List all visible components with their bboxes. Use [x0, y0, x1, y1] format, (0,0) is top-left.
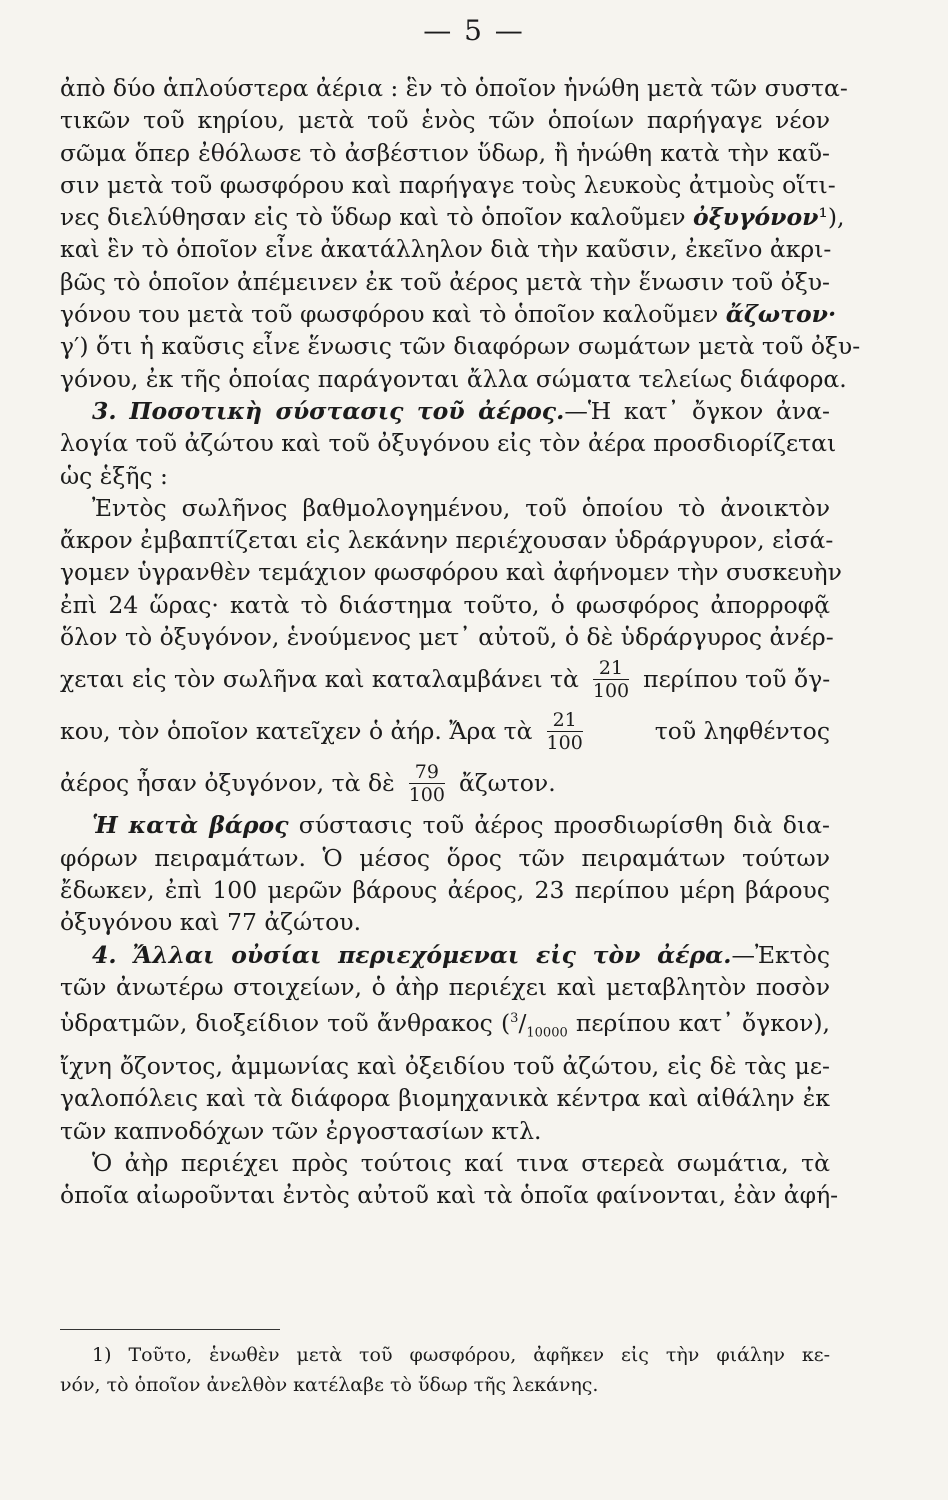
text-segment: ὑδρατμῶν, διοξείδιον τοῦ ἄνθρακος (: [60, 1008, 511, 1037]
text-line: σιν μετὰ τοῦ φωσφόρου καὶ παρήγαγε τοὺς λευκοὺς ἀτμοὺς οἵτι-: [60, 170, 836, 199]
text-line: γαλοπόλεις καὶ τὰ διάφορα βιομηχανικὰ κέντρα καὶ αἰθάλην ἐκ: [60, 1084, 830, 1113]
text-line: ὡς ἑξῆς :: [60, 461, 168, 490]
fraction-denominator: 100: [408, 783, 445, 806]
footnote-separator: [60, 1329, 280, 1330]
section-number: 3.: [92, 396, 117, 425]
text-line-with-fraction: [60, 705, 830, 757]
text-line: ὀξυγόνου καὶ 77 ἀζώτου.: [60, 908, 362, 937]
text-line: τικῶν τοῦ κηρίου, μετὰ τοῦ ἑνὸς τῶν ὁποίων παρήγαγε νέον: [60, 106, 830, 135]
fraction-numerator: 79: [409, 761, 445, 784]
text-line: τῶν ἀνωτέρω στοιχείων, ὁ ἀὴρ περιέχει καὶ μεταβλητὸν ποσὸν: [60, 972, 830, 1001]
footnote-line: νόν, τὸ ὁποῖον ἀνελθὸν κατέλαβε τὸ ὕδωρ τῆς λεκάνης.: [60, 1374, 599, 1396]
text-line: [60, 298, 837, 330]
text-line: ὁποῖα αἰωροῦνται ἐντὸς αὐτοῦ καὶ τὰ ὁποῖα φαίνονται, ἐὰν ἀφή-: [60, 1181, 839, 1210]
text-line: ἔδωκεν, ἐπὶ 100 μερῶν βάρους ἀέρος, 23 περίπου μέρη βάρους: [60, 875, 830, 904]
text-line-with-fraction: [60, 757, 830, 809]
ratio-denominator: 10000: [526, 1025, 568, 1041]
ratio-numerator: 3: [510, 1011, 519, 1027]
text-line: ὅλον τὸ ὀξυγόνον, ἑνούμενος μετ᾽ αὐτοῦ, ὁ δὲ ὑδράργυρος ἀνέρ-: [60, 623, 834, 652]
text-line: ἀπὸ δύο ἁπλούστερα ἀέρια : ἓν τὸ ὁποῖον ἡνώθη μετὰ τῶν συστα-: [60, 74, 848, 102]
text-line: γομεν ὑγρανθὲν τεμάχιον φωσφόρου καὶ ἀφήνομεν τὴν συσκευὴν: [60, 558, 842, 587]
text-line: ἐπὶ 24 ὥρας· κατὰ τὸ διάστημα τοῦτο, ὁ φωσφόρος ἀπορροφᾷ: [60, 590, 830, 619]
fraction-numerator: 21: [593, 657, 629, 680]
text-line: γ′) ὅτι ἡ καῦσις εἶνε ἕνωσις τῶν διαφόρων σωμάτων μετὰ τοῦ ὀξυ-: [60, 332, 861, 361]
text-segment: ἀέρος ἦσαν ὀξυγόνον, τὰ δὲ: [60, 769, 395, 798]
section-heading-line: [60, 395, 830, 427]
text-line: φόρων πειραμάτων. Ὁ μέσος ὅρος τῶν πειραμάτων τούτων: [60, 843, 830, 872]
text-line: ἄκρον ἐμβαπτίζεται εἰς λεκάνην περιέχουσαν ὑδράργυρον, εἰσά-: [60, 526, 834, 555]
fraction: [403, 761, 451, 806]
ratio-slash: /: [518, 1008, 527, 1037]
footnote: [60, 1340, 830, 1400]
text-line: [60, 809, 830, 841]
text-segment: περίπου κατ᾽ ὄγκον),: [567, 1008, 830, 1037]
fraction-denominator: 100: [592, 679, 630, 702]
body-text: [60, 72, 861, 1211]
text-segment: γόνου του μετὰ τοῦ φωσφόρου καὶ τὸ ὁποῖον καλοῦμεν: [60, 300, 719, 329]
term-nitrogen: ἄζωτον·: [725, 300, 837, 329]
section-title: Ποσοτικὴ σύστασις τοῦ ἀέρος.: [129, 396, 565, 425]
section-number: 4.: [92, 940, 117, 969]
text-line: βῶς τὸ ὁποῖον ἀπέμεινεν ἐκ τοῦ ἀέρος μετὰ τὴν ἕνωσιν τοῦ ὀξυ-: [60, 267, 830, 296]
text-line: Ὁ ἀὴρ περιέχει πρὸς τούτοις καί τινα στερεὰ σωμάτια, τὰ: [92, 1148, 830, 1177]
text-line: [60, 1003, 830, 1050]
text-segment: σύστασις τοῦ ἀέρος προσδιωρίσθη διὰ δια-: [298, 811, 830, 840]
text-line: ἴχνη ὄζοντος, ἀμμωνίας καὶ ὀξειδίου τοῦ ἀζώτου, εἰς δὲ τὰς με-: [60, 1051, 830, 1080]
text-line: σῶμα ὅπερ ἐθόλωσε τὸ ἀσβέστιον ὕδωρ, ἢ ἡνώθη κατὰ τὴν καῦ-: [60, 138, 830, 167]
fraction-denominator: 100: [546, 731, 583, 754]
text-line: λογία τοῦ ἀζώτου καὶ τοῦ ὀξυγόνου εἰς τὸν ἀέρα προσδιορίζεται: [60, 429, 837, 458]
section-title: Ἄλλαι οὐσίαι περιεχόμεναι εἰς τὸν ἀέρα.: [132, 940, 732, 969]
text-segment: περίπου τοῦ ὄγ-: [643, 665, 831, 694]
term-oxygen: ὀξυγόνον: [693, 203, 819, 232]
text-line: γόνου, ἐκ τῆς ὁποίας παράγονται ἄλλα σώματα τελείως διάφορα.: [60, 364, 847, 393]
text-line: Ἐντὸς σωλῆνος βαθμολογημένου, τοῦ ὁποίου τὸ ἀνοικτὸν: [92, 493, 830, 522]
text-segment: τοῦ ληφθέντος: [654, 717, 830, 746]
text-segment: ἄζωτον.: [458, 769, 556, 798]
fraction: [587, 657, 635, 702]
text-segment: κου, τὸν ὁποῖον κατεῖχεν ὁ ἀήρ. Ἄρα τὰ: [60, 717, 533, 746]
fraction-numerator: 21: [547, 709, 583, 732]
text-segment: νες διελύθησαν εἰς τὸ ὕδωρ καὶ τὸ ὁποῖον καλοῦμεν: [60, 203, 686, 232]
text-line: καὶ ἓν τὸ ὁποῖον εἶνε ἀκατάλληλον διὰ τὴν καῦσιν, ἐκεῖνο ἀκρι-: [60, 235, 832, 264]
text-segment: —Ἐκτὸς: [731, 940, 830, 969]
text-segment: —Ἡ κατ᾽ ὄγκον ἀνα-: [564, 396, 830, 425]
text-line-with-fraction: [60, 653, 830, 705]
section-heading-line: [60, 939, 830, 971]
footnote-ref: ¹),: [818, 203, 845, 232]
text-line: [60, 201, 845, 233]
text-segment: χεται εἰς τὸν σωλῆνα καὶ καταλαμβάνει τὰ: [60, 665, 579, 694]
text-line: τῶν καπνοδόχων τῶν ἐργοστασίων κτλ.: [60, 1116, 542, 1145]
fraction: [541, 709, 589, 754]
footnote-line: 1) Τοῦτο, ἑνωθὲν μετὰ τοῦ φωσφόρου, ἀφῆκεν εἰς τὴν φιάλην κε-: [92, 1344, 830, 1366]
term-by-weight: Ἡ κατὰ βάρος: [92, 811, 289, 840]
page-number: — 5 —: [423, 14, 525, 47]
